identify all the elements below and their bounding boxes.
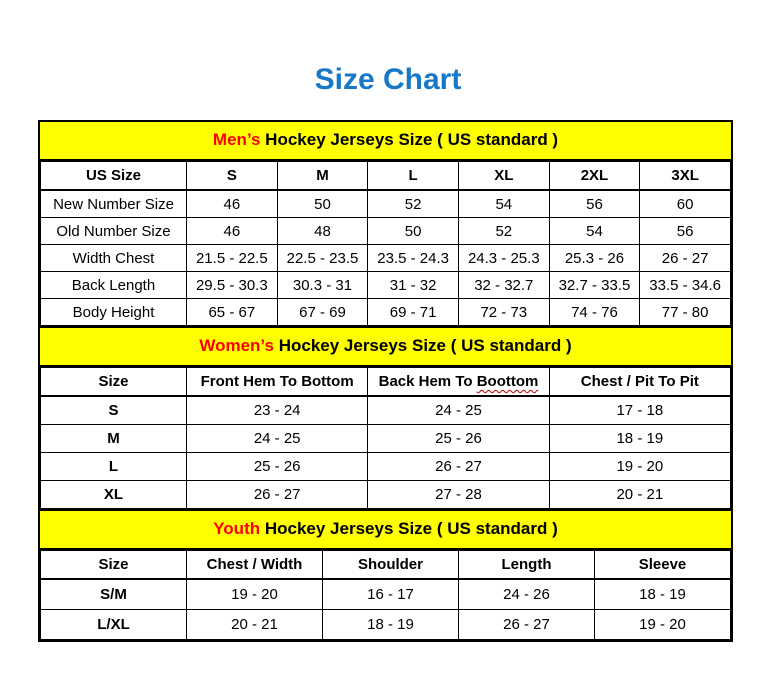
section-band-youth xyxy=(40,509,731,550)
table-row xyxy=(41,610,731,640)
table-row xyxy=(41,245,731,272)
column-header: Front Hem To Bottom xyxy=(187,368,368,397)
table-cell: 17 - 18 xyxy=(549,396,730,425)
table-cell: 18 - 19 xyxy=(595,579,731,610)
table-cell: 22.5 - 23.5 xyxy=(277,245,368,272)
column-header: Shoulder xyxy=(323,551,459,580)
table-cell: 46 xyxy=(187,190,278,218)
row-label: XL xyxy=(41,481,187,509)
table-cell: 52 xyxy=(458,218,549,245)
column-header: US Size xyxy=(41,162,187,191)
misspelled-word: Boottom xyxy=(476,373,539,390)
band-text-men: Hockey Jerseys Size ( US standard ) xyxy=(260,130,559,149)
table-cell: 32.7 - 33.5 xyxy=(549,272,640,299)
table-cell: 52 xyxy=(368,190,459,218)
column-header: M xyxy=(277,162,368,191)
section-band-women xyxy=(40,326,731,367)
row-label: Width Chest xyxy=(41,245,187,272)
column-header: L xyxy=(368,162,459,191)
table-row xyxy=(41,190,731,218)
row-label: L/XL xyxy=(41,610,187,640)
header-row xyxy=(41,551,731,580)
section-women xyxy=(40,326,731,509)
table-cell: 48 xyxy=(277,218,368,245)
table-row xyxy=(41,396,731,425)
table-cell: 46 xyxy=(187,218,278,245)
table-cell: 56 xyxy=(549,190,640,218)
table-row xyxy=(41,272,731,299)
table-cell: 72 - 73 xyxy=(458,299,549,326)
column-header: Length xyxy=(459,551,595,580)
row-label: M xyxy=(41,425,187,453)
table-cell: 24 - 26 xyxy=(459,579,595,610)
table-cell: 24 - 25 xyxy=(368,396,549,425)
table-row xyxy=(41,218,731,245)
row-label: Old Number Size xyxy=(41,218,187,245)
table-row xyxy=(41,425,731,453)
table-cell: 18 - 19 xyxy=(549,425,730,453)
table-cell: 19 - 20 xyxy=(595,610,731,640)
table-cell: 50 xyxy=(368,218,459,245)
table-cell: 67 - 69 xyxy=(277,299,368,326)
band-highlight-youth: Youth xyxy=(213,519,261,538)
section-youth xyxy=(40,509,731,640)
column-header: Size xyxy=(41,551,187,580)
table-cell: 50 xyxy=(277,190,368,218)
table-cell: 32 - 32.7 xyxy=(458,272,549,299)
table-cell: 54 xyxy=(458,190,549,218)
table-cell: 25.3 - 26 xyxy=(549,245,640,272)
column-header: Back Hem To Boottom xyxy=(368,368,549,397)
table-cell: 20 - 21 xyxy=(187,610,323,640)
header-row xyxy=(41,368,731,397)
table-cell: 24.3 - 25.3 xyxy=(458,245,549,272)
table-row xyxy=(41,579,731,610)
band-text-women: Hockey Jerseys Size ( US standard ) xyxy=(273,336,572,355)
table-cell: 27 - 28 xyxy=(368,481,549,509)
table-cell: 74 - 76 xyxy=(549,299,640,326)
table-cell: 65 - 67 xyxy=(187,299,278,326)
table-cell: 54 xyxy=(549,218,640,245)
band-highlight-women: Women’s xyxy=(199,336,274,355)
table-row xyxy=(41,299,731,326)
men-size-table xyxy=(40,161,731,326)
table-cell: 33.5 - 34.6 xyxy=(640,272,731,299)
page-title: Size Chart xyxy=(314,63,462,96)
table-cell: 25 - 26 xyxy=(187,453,368,481)
size-chart-tables xyxy=(38,120,733,642)
table-cell: 21.5 - 22.5 xyxy=(187,245,278,272)
table-cell: 23.5 - 24.3 xyxy=(368,245,459,272)
table-cell: 26 - 27 xyxy=(368,453,549,481)
women-size-table xyxy=(40,367,731,509)
section-band-men xyxy=(40,122,731,161)
table-cell: 31 - 32 xyxy=(368,272,459,299)
table-cell: 69 - 71 xyxy=(368,299,459,326)
table-cell: 56 xyxy=(640,218,731,245)
column-header: XL xyxy=(458,162,549,191)
table-cell: 24 - 25 xyxy=(187,425,368,453)
column-header: Chest / Width xyxy=(187,551,323,580)
table-cell: 26 - 27 xyxy=(187,481,368,509)
table-cell: 20 - 21 xyxy=(549,481,730,509)
table-cell: 30.3 - 31 xyxy=(277,272,368,299)
header-row xyxy=(41,162,731,191)
column-header: 3XL xyxy=(640,162,731,191)
table-cell: 60 xyxy=(640,190,731,218)
column-header: Size xyxy=(41,368,187,397)
table-row xyxy=(41,481,731,509)
column-header: S xyxy=(187,162,278,191)
table-cell: 26 - 27 xyxy=(459,610,595,640)
table-cell: 29.5 - 30.3 xyxy=(187,272,278,299)
row-label: New Number Size xyxy=(41,190,187,218)
table-cell: 26 - 27 xyxy=(640,245,731,272)
band-highlight-men: Men’s xyxy=(212,130,261,149)
row-label: Body Height xyxy=(41,299,187,326)
table-cell: 25 - 26 xyxy=(368,425,549,453)
row-label: S xyxy=(41,396,187,425)
column-header: Sleeve xyxy=(595,551,731,580)
youth-size-table xyxy=(40,550,731,640)
row-label: L xyxy=(41,453,187,481)
table-cell: 19 - 20 xyxy=(549,453,730,481)
table-row xyxy=(41,453,731,481)
table-cell: 23 - 24 xyxy=(187,396,368,425)
row-label: S/M xyxy=(41,579,187,610)
column-header: Chest / Pit To Pit xyxy=(549,368,730,397)
table-cell: 19 - 20 xyxy=(187,579,323,610)
row-label: Back Length xyxy=(41,272,187,299)
table-cell: 16 - 17 xyxy=(323,579,459,610)
section-men xyxy=(40,122,731,326)
column-header: 2XL xyxy=(549,162,640,191)
table-cell: 18 - 19 xyxy=(323,610,459,640)
table-cell: 77 - 80 xyxy=(640,299,731,326)
band-text-youth: Hockey Jerseys Size ( US standard ) xyxy=(260,519,558,538)
